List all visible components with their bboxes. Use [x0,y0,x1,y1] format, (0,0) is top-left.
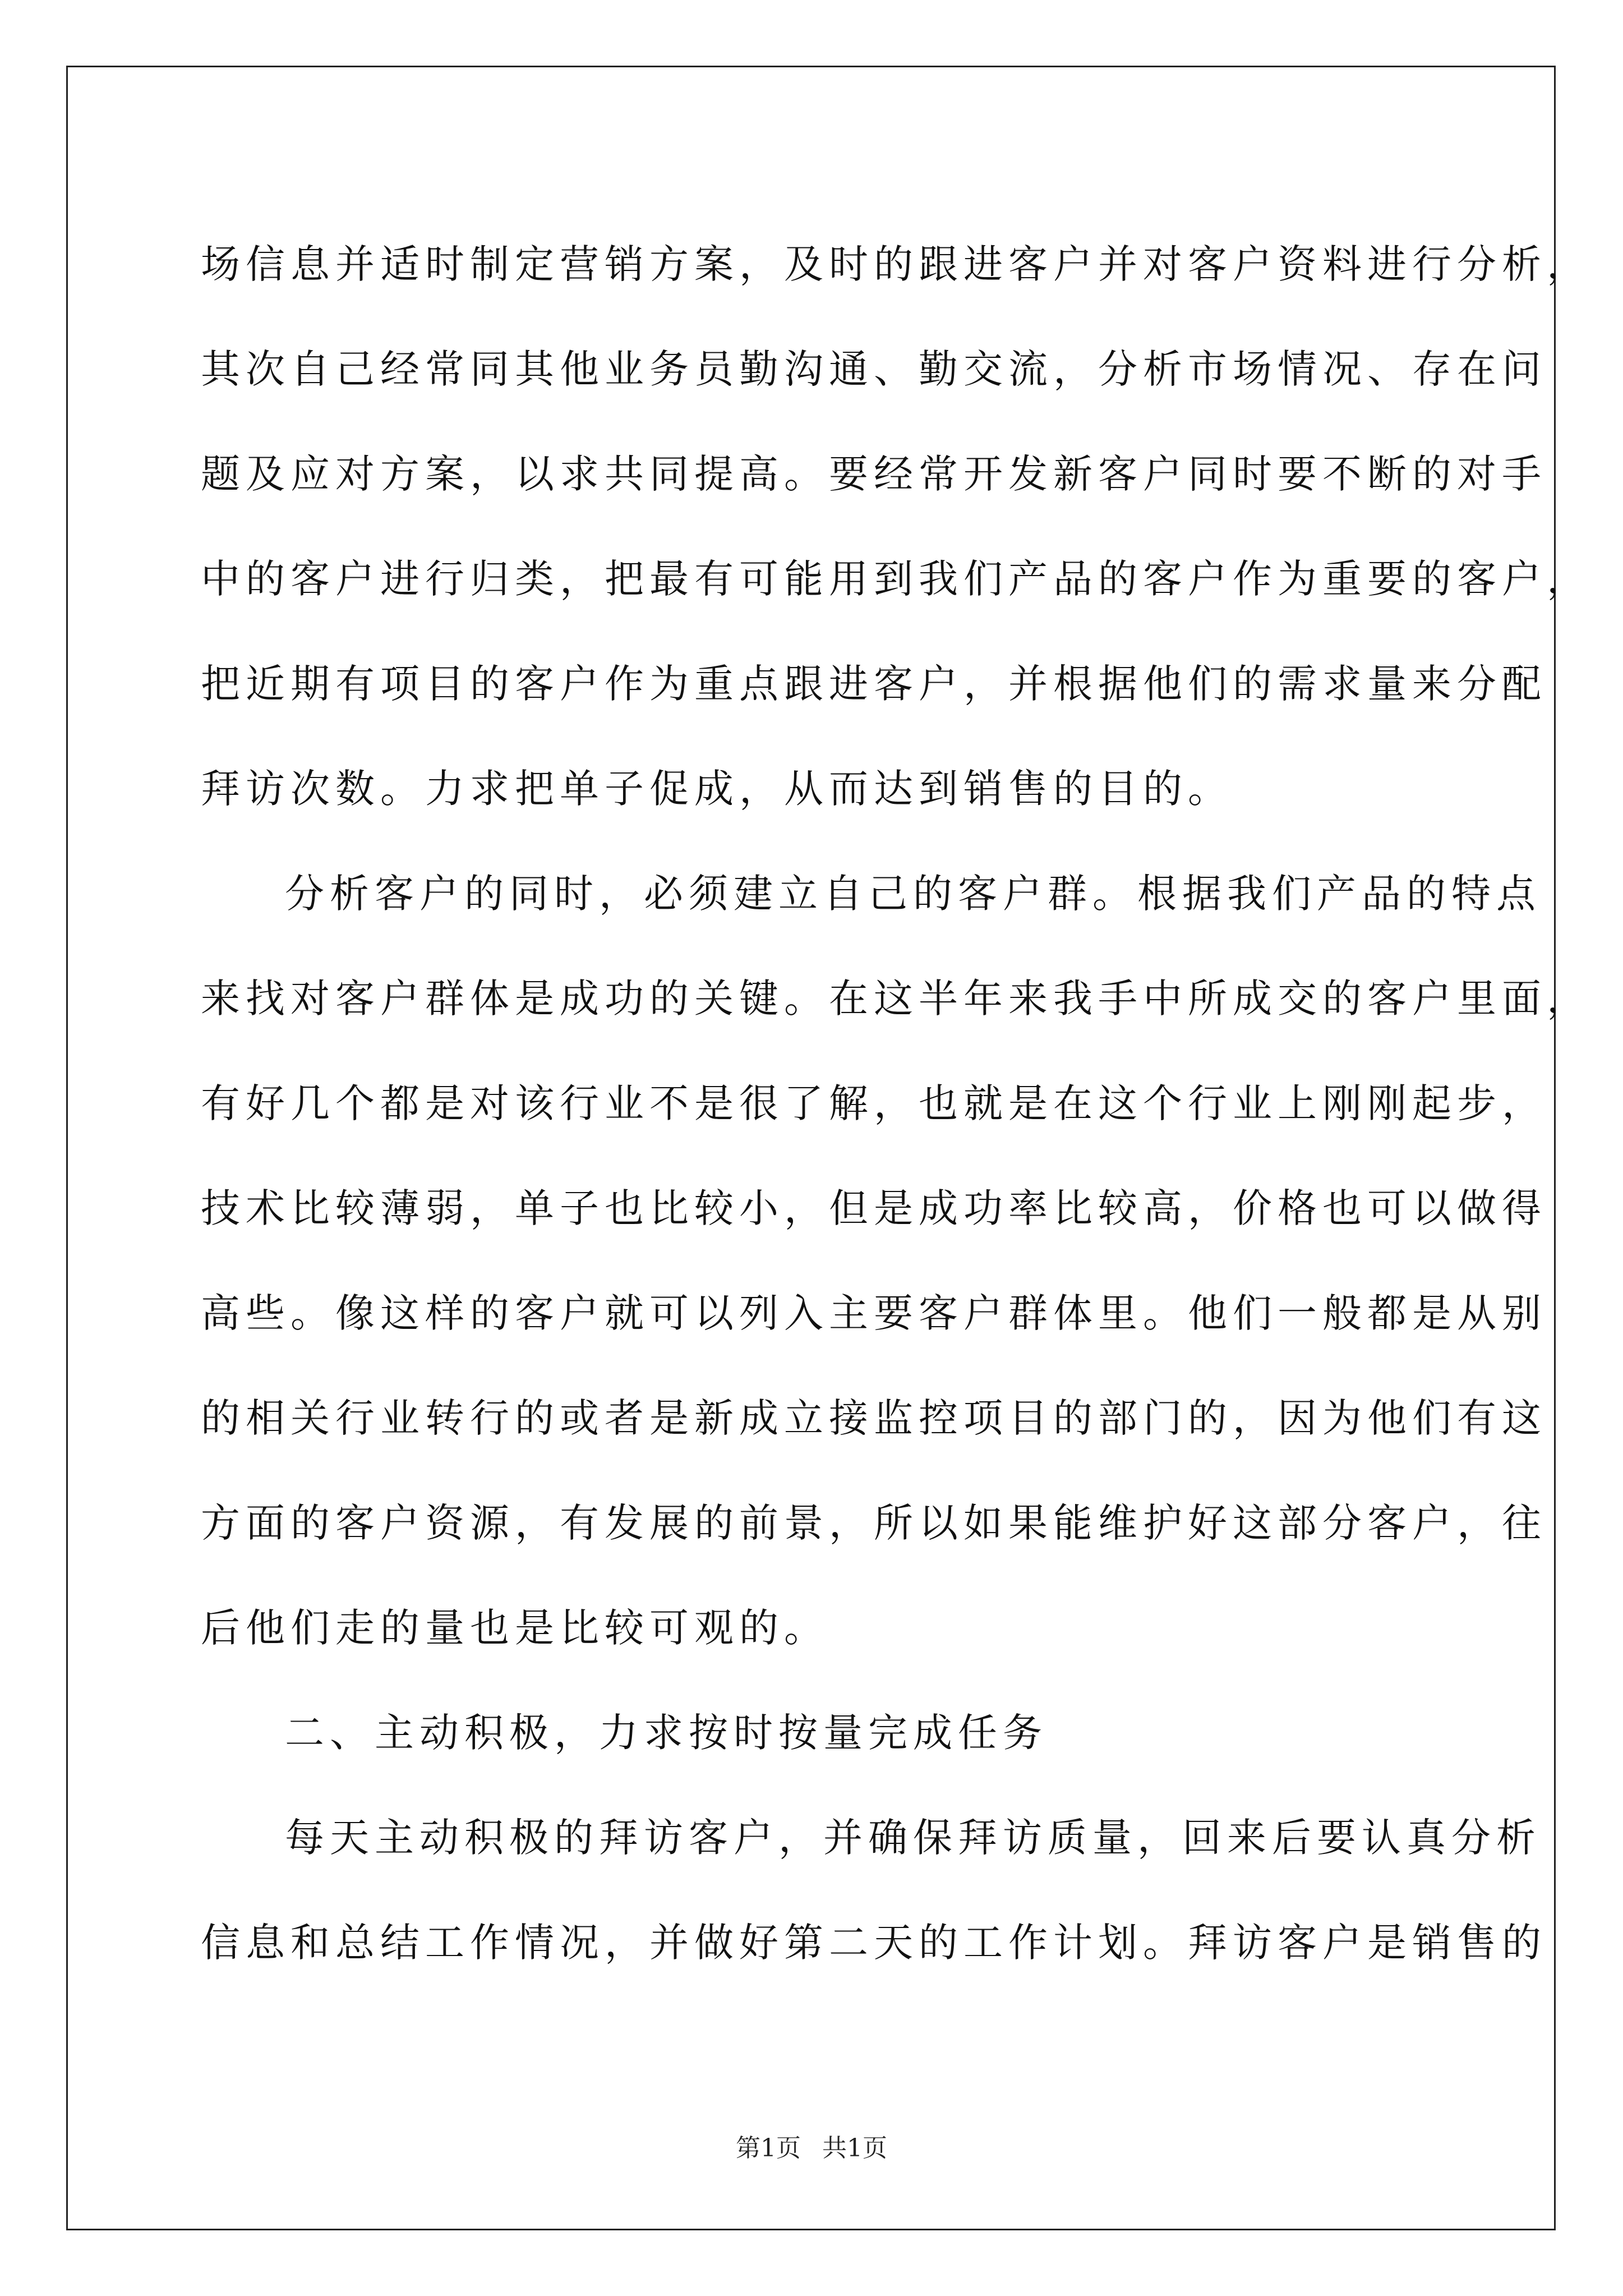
text-line: 高些。像这样的客户就可以列入主要客户群体里。他们一般都是从别 [201,1290,1547,1336]
text-line: 的相关行业转行的或者是新成立接监控项目的部门的，因为他们有这 [201,1395,1547,1441]
text-line: 场信息并适时制定营销方案，及时的跟进客户并对客户资料进行分析， [201,241,1592,287]
text-line: 后他们走的量也是比较可观的。 [201,1605,829,1651]
text-line: 其次自己经常同其他业务员勤沟通、勤交流，分析市场情况、存在问 [201,346,1547,392]
page-number: 第1页 [736,2134,801,2162]
text-line: 题及应对方案，以求共同提高。要经常开发新客户同时要不断的对手 [201,451,1547,497]
document-body [201,212,1592,1995]
text-line: 拜访次数。力求把单子促成，从而达到销售的目的。 [201,766,1233,812]
page-total: 共1页 [822,2134,887,2162]
text-line: 来找对客户群体是成功的关键。在这半年来我手中所成交的客户里面， [201,976,1592,1022]
text-line: 中的客户进行归类，把最有可能用到我们产品的客户作为重要的客户， [201,556,1592,602]
page-footer [0,2132,1623,2165]
paragraph-start-line: 分析客户的同时，必须建立自己的客户群。根据我们产品的特点 [285,871,1541,917]
text-line: 方面的客户资源，有发展的前景，所以如果能维护好这部分客户，往 [201,1500,1547,1546]
text-line: 技术比较薄弱，单子也比较小，但是成功率比较高，价格也可以做得 [201,1185,1547,1231]
text-line: 把近期有项目的客户作为重点跟进客户，并根据他们的需求量来分配 [201,661,1547,707]
paragraph-start-line: 每天主动积极的拜访客户，并确保拜访质量，回来后要认真分析 [285,1815,1541,1861]
text-line: 信息和总结工作情况，并做好第二天的工作计划。拜访客户是销售的 [201,1920,1547,1966]
section-heading: 二、主动积极，力求按时按量完成任务 [285,1710,1048,1756]
text-line: 有好几个都是对该行业不是很了解，也就是在这个行业上刚刚起步， [201,1080,1547,1126]
